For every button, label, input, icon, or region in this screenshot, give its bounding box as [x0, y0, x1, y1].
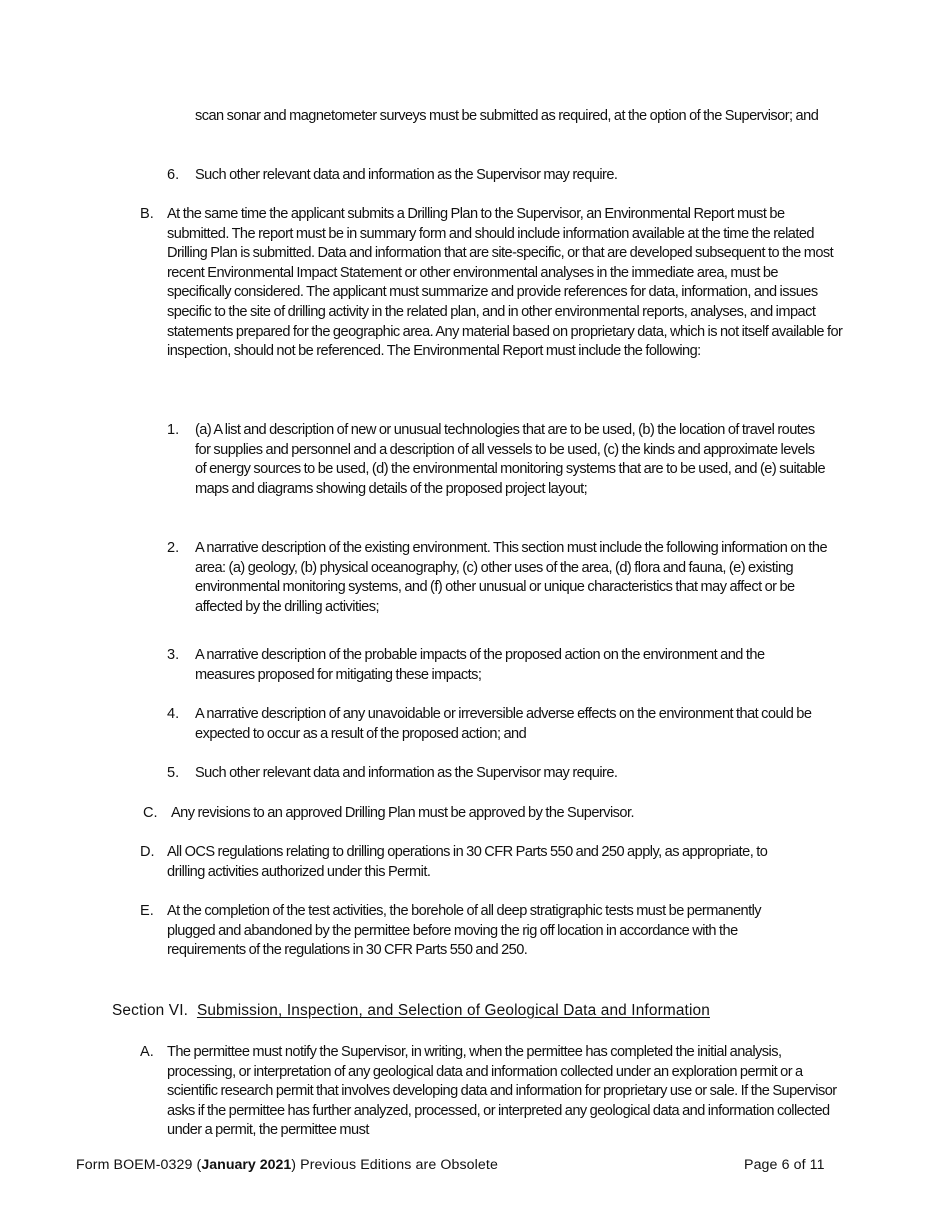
section-b-label: B.	[140, 206, 154, 222]
section-c-label: C.	[143, 805, 158, 821]
section-c-text: Any revisions to an approved Drilling Plan must be approved by the Supervisor.	[171, 805, 634, 821]
section-e-text: At the completion of the test activities, the borehole of all deep stratigraphic tests must be permanently plugged and abandoned by the permittee before moving the rig off location in accordance with the requirements of the regulations in 30 CFR Parts 550 and 250.	[167, 903, 762, 959]
section-d-text: All OCS regulations relating to drilling operations in 30 CFR Parts 550 and 250 apply, as appropriate, to drilling activities authorized under this Permit.	[167, 844, 768, 880]
footer-date: January 2021	[201, 1157, 292, 1173]
section-vi-title: Submission, Inspection, and Selection of Geological Data and Information	[196, 1002, 710, 1019]
list-item-number: 6.	[167, 167, 180, 183]
page-number: Page 6 of 11	[744, 1157, 825, 1173]
section-b-text: At the same time the applicant submits a Drilling Plan to the Supervisor, an Environmental Report must be submitted. The report must be in summary form and should include information available at the time the related Drilling Plan is submitted. Data and information that are site-specific, or that are developed subsequent to the most recent Environmental Impact Statement or other environmental analyses in the immediate area, must be specifically considered. The applicant must summarize and provide references for data, information, and issues specific to the site of drilling activity in the related plan, and in other environmental reports, analyses, and impact statements prepared for the geographic area. Any material based on proprietary data, which is not itself available for inspection, should not be referenced. The Environmental Report must include the following:	[167, 206, 843, 360]
section-d-label: D.	[140, 844, 155, 860]
footer-form-id: Form BOEM-0329 (	[76, 1157, 202, 1173]
section-e-label: E.	[140, 903, 154, 919]
list-item-number: 1.	[167, 422, 180, 438]
list-item-text: A narrative description of any unavoidable or irreversible adverse effects on the environment that could be expected to occur as a result of the proposed action; and	[195, 706, 812, 742]
section-vi-a-text: The permittee must notify the Supervisor, in writing, when the permittee has completed the initial analysis, processing, or interpretation of any geological data and information collected under an exploration permit or a scientific research permit that involves developing data and information for proprietary use or sale. If the Supervisor asks if the permittee has further analyzed, processed, or interpreted any geological data and information collected under a permit, the permittee must	[167, 1044, 837, 1139]
list-item-text: A narrative description of the existing environment. This section must include the following information on the area: (a) geology, (b) physical oceanography, (c) other uses of the area, (d) flora and fauna, (e) existing environmental monitoring systems, and (f) other unusual or unique characteristics that may affect or be affected by the drilling activities;	[195, 540, 828, 615]
list-item-number: 3.	[167, 647, 180, 663]
footer-form-info	[76, 1156, 498, 1174]
list-item-number: 2.	[167, 540, 180, 556]
continuation-paragraph: scan sonar and magnetometer surveys must be submitted as required, at the option of the Supervisor; and	[195, 108, 819, 124]
section-vi-heading	[112, 1001, 710, 1021]
list-item-text: (a) A list and description of new or unusual technologies that are to be used, (b) the location of travel routes for supplies and personnel and a description of all vessels to be used, (c) the kinds and approximate levels of energy sources to be used, (d) the environmental monitoring systems that are to be used, and (e) suitable maps and diagrams showing details of the proposed project layout;	[195, 422, 826, 497]
list-item-text: Such other relevant data and information as the Supervisor may require.	[195, 167, 618, 183]
list-item-number: 5.	[167, 765, 180, 781]
section-vi-prefix: Section VI.	[112, 1002, 189, 1019]
list-item-text: Such other relevant data and information as the Supervisor may require.	[195, 765, 618, 781]
list-item-number: 4.	[167, 706, 180, 722]
footer-obsolete-note: ) Previous Editions are Obsolete	[291, 1157, 498, 1173]
list-item-text: A narrative description of the probable impacts of the proposed action on the environment and the measures proposed for mitigating these impacts;	[195, 647, 765, 683]
section-vi-a-label: A.	[140, 1044, 154, 1060]
